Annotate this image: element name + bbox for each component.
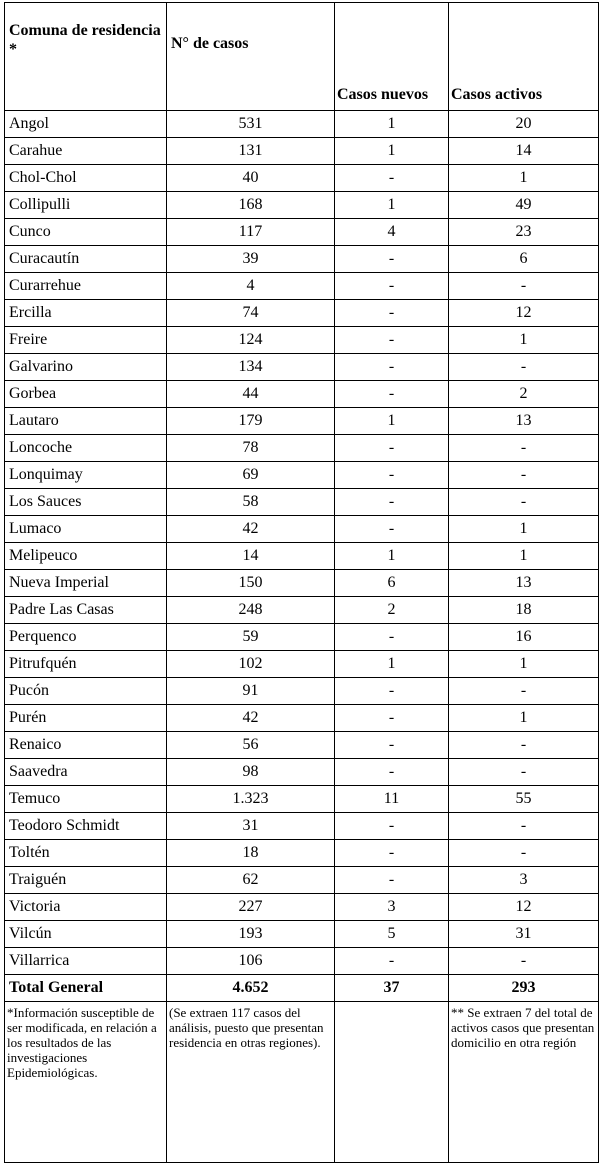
header-row bbox=[5, 3, 599, 111]
cell-casos: 193 bbox=[167, 921, 335, 948]
cell-casos: 44 bbox=[167, 381, 335, 408]
note-casos: (Se extraen 117 casos del análisis, puesto que presentan residencia en otras regiones). bbox=[167, 1002, 335, 1163]
cell-casos: 124 bbox=[167, 327, 335, 354]
cell-comuna: Perquenco bbox=[5, 624, 167, 651]
table-row bbox=[5, 570, 599, 597]
cell-activos: - bbox=[449, 273, 599, 300]
cell-nuevos: 11 bbox=[335, 786, 449, 813]
cell-activos: 13 bbox=[449, 570, 599, 597]
cell-activos: - bbox=[449, 813, 599, 840]
cell-comuna: Los Sauces bbox=[5, 489, 167, 516]
cell-nuevos: 4 bbox=[335, 219, 449, 246]
table-row bbox=[5, 894, 599, 921]
cell-comuna: Nueva Imperial bbox=[5, 570, 167, 597]
table-row bbox=[5, 948, 599, 975]
cell-activos: - bbox=[449, 840, 599, 867]
table-row bbox=[5, 840, 599, 867]
cell-comuna: Purén bbox=[5, 705, 167, 732]
cell-comuna: Loncoche bbox=[5, 435, 167, 462]
cell-comuna: Temuco bbox=[5, 786, 167, 813]
cell-comuna: Lonquimay bbox=[5, 462, 167, 489]
cell-comuna: Lautaro bbox=[5, 408, 167, 435]
cell-casos: 98 bbox=[167, 759, 335, 786]
cell-nuevos: 1 bbox=[335, 138, 449, 165]
cell-casos: 168 bbox=[167, 192, 335, 219]
cell-nuevos: - bbox=[335, 867, 449, 894]
cell-casos: 56 bbox=[167, 732, 335, 759]
table-row bbox=[5, 138, 599, 165]
cases-table bbox=[4, 2, 599, 1163]
cell-casos: 4 bbox=[167, 273, 335, 300]
cell-comuna: Teodoro Schmidt bbox=[5, 813, 167, 840]
table-row bbox=[5, 624, 599, 651]
table-row bbox=[5, 705, 599, 732]
cell-activos: 1 bbox=[449, 327, 599, 354]
cell-nuevos: - bbox=[335, 759, 449, 786]
cell-activos: 1 bbox=[449, 516, 599, 543]
cell-casos: 40 bbox=[167, 165, 335, 192]
cell-nuevos: - bbox=[335, 300, 449, 327]
cell-comuna: Padre Las Casas bbox=[5, 597, 167, 624]
cell-nuevos: - bbox=[335, 435, 449, 462]
cell-comuna: Saavedra bbox=[5, 759, 167, 786]
table-row bbox=[5, 732, 599, 759]
table-row bbox=[5, 867, 599, 894]
cell-activos: 20 bbox=[449, 111, 599, 138]
cell-activos: 6 bbox=[449, 246, 599, 273]
cell-casos: 78 bbox=[167, 435, 335, 462]
cell-activos: 18 bbox=[449, 597, 599, 624]
header-activos: Casos activos bbox=[449, 3, 599, 111]
cell-nuevos: - bbox=[335, 462, 449, 489]
total-activos: 293 bbox=[449, 975, 599, 1002]
cell-nuevos: - bbox=[335, 327, 449, 354]
cell-nuevos: 1 bbox=[335, 651, 449, 678]
cell-comuna: Melipeuco bbox=[5, 543, 167, 570]
cell-comuna: Curarrehue bbox=[5, 273, 167, 300]
header-casos: N° de casos bbox=[167, 3, 335, 111]
total-casos: 4.652 bbox=[167, 975, 335, 1002]
cell-activos: 3 bbox=[449, 867, 599, 894]
cell-comuna: Chol-Chol bbox=[5, 165, 167, 192]
cell-comuna: Gorbea bbox=[5, 381, 167, 408]
cell-activos: 23 bbox=[449, 219, 599, 246]
cell-comuna: Vilcún bbox=[5, 921, 167, 948]
cell-comuna: Angol bbox=[5, 111, 167, 138]
cell-nuevos: 1 bbox=[335, 543, 449, 570]
cell-activos: 31 bbox=[449, 921, 599, 948]
total-row bbox=[5, 975, 599, 1002]
cell-casos: 74 bbox=[167, 300, 335, 327]
table-row bbox=[5, 300, 599, 327]
cell-activos: 1 bbox=[449, 543, 599, 570]
cell-nuevos: - bbox=[335, 354, 449, 381]
cell-casos: 91 bbox=[167, 678, 335, 705]
cell-activos: 1 bbox=[449, 705, 599, 732]
cell-nuevos: - bbox=[335, 678, 449, 705]
cell-activos: 55 bbox=[449, 786, 599, 813]
cell-nuevos: - bbox=[335, 165, 449, 192]
cell-nuevos: - bbox=[335, 705, 449, 732]
cell-activos: 13 bbox=[449, 408, 599, 435]
cell-comuna: Cunco bbox=[5, 219, 167, 246]
cell-casos: 42 bbox=[167, 516, 335, 543]
cell-activos: - bbox=[449, 435, 599, 462]
note-activos: ** Se extraen 7 del total de activos casos que presentan domicilio en otra región bbox=[449, 1002, 599, 1163]
cell-activos: - bbox=[449, 759, 599, 786]
cell-casos: 117 bbox=[167, 219, 335, 246]
cell-nuevos: - bbox=[335, 381, 449, 408]
cell-casos: 150 bbox=[167, 570, 335, 597]
cell-activos: 1 bbox=[449, 651, 599, 678]
cell-casos: 248 bbox=[167, 597, 335, 624]
table-row bbox=[5, 165, 599, 192]
table-row bbox=[5, 219, 599, 246]
cell-activos: - bbox=[449, 678, 599, 705]
cell-nuevos: 1 bbox=[335, 111, 449, 138]
cell-casos: 18 bbox=[167, 840, 335, 867]
cell-activos: 16 bbox=[449, 624, 599, 651]
cell-nuevos: - bbox=[335, 516, 449, 543]
table-row bbox=[5, 192, 599, 219]
cell-comuna: Villarrica bbox=[5, 948, 167, 975]
cell-nuevos: - bbox=[335, 840, 449, 867]
table-row bbox=[5, 651, 599, 678]
cell-comuna: Pitrufquén bbox=[5, 651, 167, 678]
cell-casos: 531 bbox=[167, 111, 335, 138]
notes-row bbox=[5, 1002, 599, 1163]
cell-comuna: Carahue bbox=[5, 138, 167, 165]
cell-comuna: Curacautín bbox=[5, 246, 167, 273]
cell-activos: 12 bbox=[449, 300, 599, 327]
cell-nuevos: 5 bbox=[335, 921, 449, 948]
table-row bbox=[5, 381, 599, 408]
cell-nuevos: - bbox=[335, 813, 449, 840]
note-comuna: *Información susceptible de ser modificada, en relación a los resultados de las investigaciones Epidemiológicas. bbox=[5, 1002, 167, 1163]
cell-nuevos: - bbox=[335, 273, 449, 300]
cell-nuevos: - bbox=[335, 489, 449, 516]
cell-casos: 134 bbox=[167, 354, 335, 381]
cell-nuevos: - bbox=[335, 246, 449, 273]
cell-casos: 62 bbox=[167, 867, 335, 894]
cell-comuna: Pucón bbox=[5, 678, 167, 705]
cell-activos: 49 bbox=[449, 192, 599, 219]
cell-casos: 42 bbox=[167, 705, 335, 732]
cell-nuevos: - bbox=[335, 948, 449, 975]
cell-nuevos: 2 bbox=[335, 597, 449, 624]
cell-casos: 31 bbox=[167, 813, 335, 840]
cell-casos: 69 bbox=[167, 462, 335, 489]
table-row bbox=[5, 354, 599, 381]
table-row bbox=[5, 327, 599, 354]
cell-activos: 12 bbox=[449, 894, 599, 921]
cell-nuevos: - bbox=[335, 624, 449, 651]
cell-comuna: Renaico bbox=[5, 732, 167, 759]
total-nuevos: 37 bbox=[335, 975, 449, 1002]
cell-activos: - bbox=[449, 948, 599, 975]
cell-casos: 227 bbox=[167, 894, 335, 921]
table-row bbox=[5, 408, 599, 435]
cell-casos: 179 bbox=[167, 408, 335, 435]
header-comuna: Comuna de residencia * bbox=[5, 3, 167, 111]
cell-casos: 59 bbox=[167, 624, 335, 651]
cell-nuevos: 6 bbox=[335, 570, 449, 597]
cell-activos: - bbox=[449, 462, 599, 489]
cell-nuevos: - bbox=[335, 732, 449, 759]
header-nuevos: Casos nuevos bbox=[335, 3, 449, 111]
cell-comuna: Collipulli bbox=[5, 192, 167, 219]
cell-activos: - bbox=[449, 489, 599, 516]
cell-casos: 14 bbox=[167, 543, 335, 570]
cell-nuevos: 1 bbox=[335, 192, 449, 219]
note-nuevos bbox=[335, 1002, 449, 1163]
table-row bbox=[5, 813, 599, 840]
cell-casos: 131 bbox=[167, 138, 335, 165]
cell-activos: 1 bbox=[449, 165, 599, 192]
cell-activos: - bbox=[449, 732, 599, 759]
table-row bbox=[5, 543, 599, 570]
cell-activos: 2 bbox=[449, 381, 599, 408]
cell-casos: 58 bbox=[167, 489, 335, 516]
cell-comuna: Traiguén bbox=[5, 867, 167, 894]
cell-casos: 1.323 bbox=[167, 786, 335, 813]
table-row bbox=[5, 516, 599, 543]
cell-activos: - bbox=[449, 354, 599, 381]
table-row bbox=[5, 678, 599, 705]
cell-casos: 102 bbox=[167, 651, 335, 678]
table-row bbox=[5, 246, 599, 273]
table-body bbox=[5, 3, 599, 1163]
cell-comuna: Lumaco bbox=[5, 516, 167, 543]
table-row bbox=[5, 597, 599, 624]
cell-casos: 106 bbox=[167, 948, 335, 975]
cell-comuna: Ercilla bbox=[5, 300, 167, 327]
table-row bbox=[5, 759, 599, 786]
table-row bbox=[5, 462, 599, 489]
table-row bbox=[5, 489, 599, 516]
table-row bbox=[5, 921, 599, 948]
cell-activos: 14 bbox=[449, 138, 599, 165]
total-label: Total General bbox=[5, 975, 167, 1002]
cell-nuevos: 1 bbox=[335, 408, 449, 435]
cell-casos: 39 bbox=[167, 246, 335, 273]
cell-comuna: Victoria bbox=[5, 894, 167, 921]
cell-comuna: Galvarino bbox=[5, 354, 167, 381]
cell-comuna: Freire bbox=[5, 327, 167, 354]
table-row bbox=[5, 273, 599, 300]
table-row bbox=[5, 786, 599, 813]
table-row bbox=[5, 435, 599, 462]
cell-nuevos: 3 bbox=[335, 894, 449, 921]
cell-comuna: Toltén bbox=[5, 840, 167, 867]
table-row bbox=[5, 111, 599, 138]
